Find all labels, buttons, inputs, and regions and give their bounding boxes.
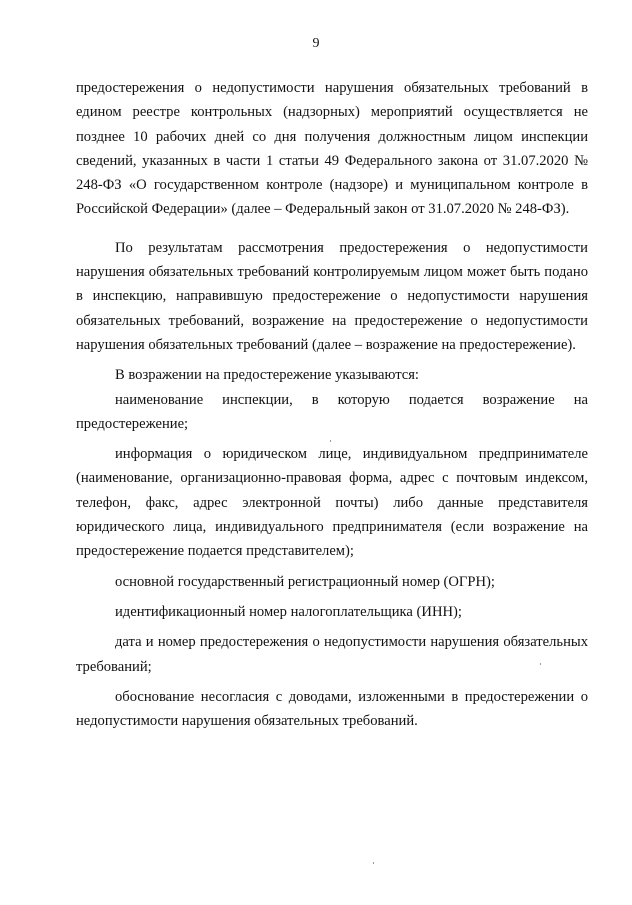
list-item-warning-date-number: дата и номер предостережения о недопустимости нарушения обязательных требований; — [76, 634, 588, 675]
list-item-ogrn: основной государственный регистрационный номер (ОГРН); — [115, 573, 495, 590]
scan-speck — [330, 440, 331, 442]
scan-speck — [373, 862, 374, 864]
scan-speck — [540, 663, 541, 665]
list-item-disagreement-grounds: обоснование несогласия с доводами, изложенными в предостережении о недопустимости нарушения обязательных требований. — [76, 688, 588, 730]
paragraph-continuation: предостережения о недопустимости нарушения обязательных требований в едином реестре контрольных (надзорных) мероприятий осуществляется не позднее 10 рабочих дней со дня получения должностным лицом инспекции сведений, указанных в части 1 статьи 49 Федерального закона от 31.07.2020 № 248-ФЗ «О государственном контроле (надзоре) и муниципальном контроле в Российской Федерации» (далее – Федеральный закон от 31.07.2020 № 248-ФЗ). — [76, 80, 588, 218]
page-number: 9 — [312, 36, 320, 51]
paragraph-objection-contents-intro: В возражении на предостережение указываются: — [115, 367, 419, 384]
list-item-inspection-name: наименование инспекции, в которую подается возражение на предостережение; — [76, 391, 588, 432]
document-body — [76, 76, 588, 733]
paragraph-objection-right: По результатам рассмотрения предостережения о недопустимости нарушения обязательных требований контролируемым лицом может быть подано в инспекцию, направившую предостережение о недопустимости нарушения обязательных требований, возражение на предостережение о недопустимости нарушения обязательных требований (далее – возражение на предостережение). — [76, 239, 588, 353]
list-item-entity-info: информация о юридическом лице, индивидуальном предпринимателе (наименование, организационно-правовая форма, адрес с почтовым индексом, телефон, факс, адрес электронной почты) либо данные представителя юридического лица, индивидуального предпринимателя (если возражение на предостережение подается представителем); — [76, 446, 588, 560]
list-item-inn: идентификационный номер налогоплательщика (ИНН); — [115, 603, 462, 620]
